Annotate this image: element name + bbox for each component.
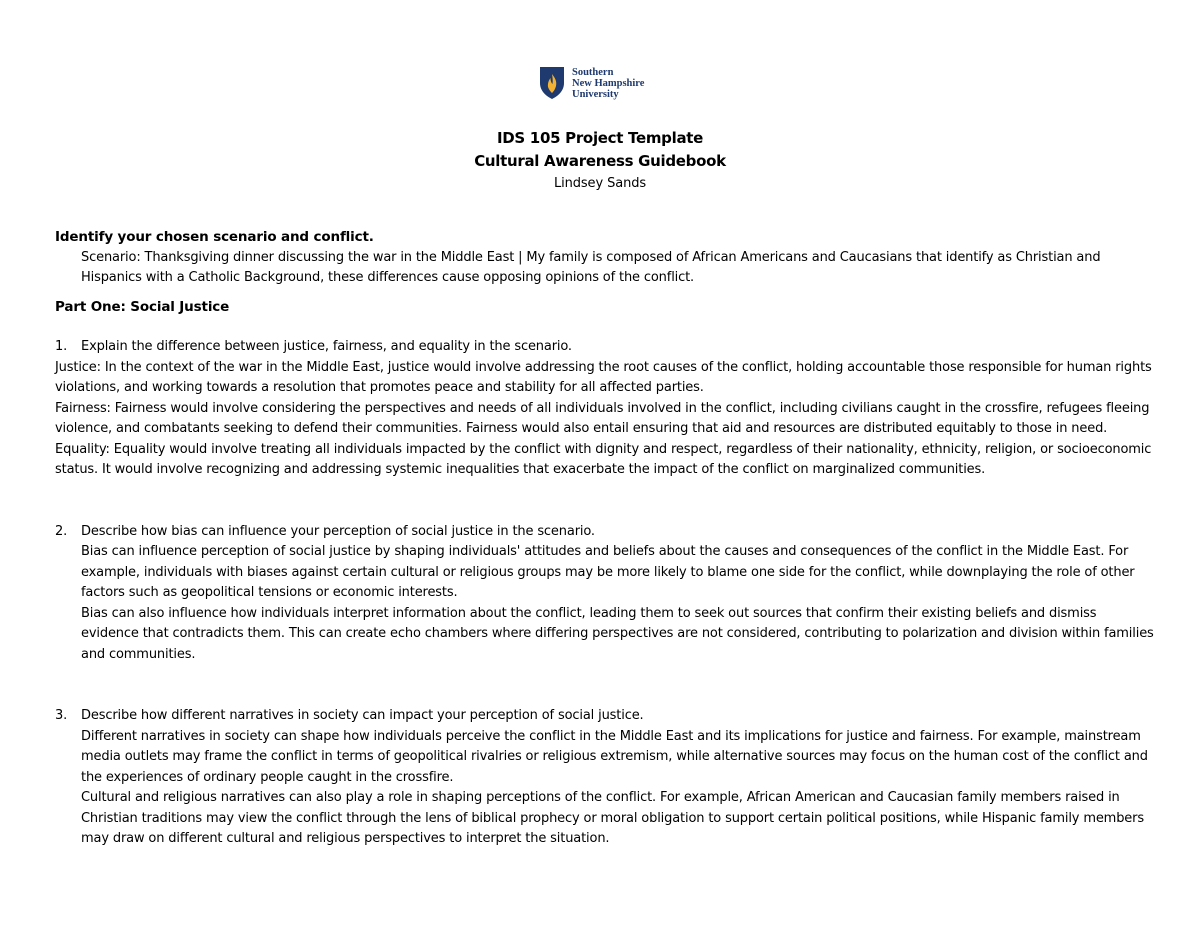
scenario-heading: Identify your chosen scenario and conflict. <box>55 229 374 245</box>
logo-line-3: University <box>572 88 619 100</box>
shield-flame-icon <box>539 66 565 100</box>
document-subtitle: Cultural Awareness Guidebook <box>474 152 726 170</box>
snhu-logo <box>539 66 644 100</box>
bias-answer-1: Bias can influence perception of social justice by shaping individuals' attitudes and beliefs about the causes and consequences of the conflict in the Middle East. For example, individuals with biases against certain cultural or religious groups may be more likely to blame one side for the conflict, while downplaying the role of other factors such as geopolitical tensions or economic interests. <box>81 544 1135 600</box>
logo-line-1: Southern <box>572 66 614 78</box>
question-number: 1. <box>55 339 68 354</box>
question-number: 2. <box>55 523 68 539</box>
document-body <box>55 227 1155 850</box>
justice-answer: Justice: In the context of the war in the Middle East, justice would involve addressing the root causes of the conflict, holding accountable those responsible for human rights violations, and working towards a resolution that promotes peace and stability for all affected parties. <box>55 359 1152 395</box>
document-title: IDS 105 Project Template <box>496 129 704 147</box>
logo-line-2: New Hampshire <box>572 77 645 89</box>
question-2 <box>55 522 1155 543</box>
question-text: Explain the difference between justice, fairness, and equality in the scenario. <box>81 339 572 354</box>
title-block <box>0 127 1200 195</box>
fairness-answer: Fairness: Fairness would involve considering the perspectives and needs of all individuals involved in the conflict, including civilians caught in the crossfire, refugees fleeing violence, and combatants seeking to defend their communities. Fairness would also entail ensuring that aid and resources are distributed equitably to those in need. <box>55 400 1150 436</box>
logo-wordmark <box>572 67 644 100</box>
narratives-answer-1: Different narratives in society can shape how individuals perceive the conflict in the Middle East and its implications for justice and fairness. For example, mainstream media outlets may frame the conflict in terms of geopolitical rivalries or religious extremism, while alternative sources may focus on the human cost of the conflict and the experiences of ordinary people caught in the crossfire. <box>81 728 1148 785</box>
bias-answer-2: Bias can also influence how individuals interpret information about the conflict, leading them to seek out sources that confirm their existing beliefs and dismiss evidence that contradicts them. This can create echo chambers where differing perspectives are not considered, contributing to polarization and division within families and communities. <box>81 605 1154 662</box>
equality-answer: Equality: Equality would involve treating all individuals impacted by the conflict with dignity and respect, regardless of their nationality, ethnicity, religion, or socioeconomic status. It would involve recognizing and addressing systemic inequalities that exacerbate the impact of the conflict on marginalized communities. <box>55 441 1152 477</box>
question-3 <box>55 706 1155 727</box>
question-number: 3. <box>55 708 68 723</box>
question-text: Describe how bias can influence your perception of social justice in the scenario. <box>81 523 595 539</box>
question-text: Describe how different narratives in society can impact your perception of social justice. <box>81 708 644 723</box>
part-one-heading: Part One: Social Justice <box>55 298 230 315</box>
question-1 <box>55 337 1155 358</box>
narratives-answer-2: Cultural and religious narratives can also play a role in shaping perceptions of the conflict. For example, African American and Caucasian family members raised in Christian traditions may view the conflict through the lens of biblical prophecy or moral obligation to support certain political positions, while Hispanic family members may draw on different cultural and religious perspectives to interpret the situation. <box>81 790 1144 846</box>
author-name: Lindsey Sands <box>553 176 647 191</box>
scenario-text: Scenario: Thanksgiving dinner discussing the war in the Middle East | My family is composed of African Americans and Caucasians that identify as Christian and Hispanics with a Catholic Background, these differences cause opposing opinions of the conflict. <box>81 249 1101 285</box>
